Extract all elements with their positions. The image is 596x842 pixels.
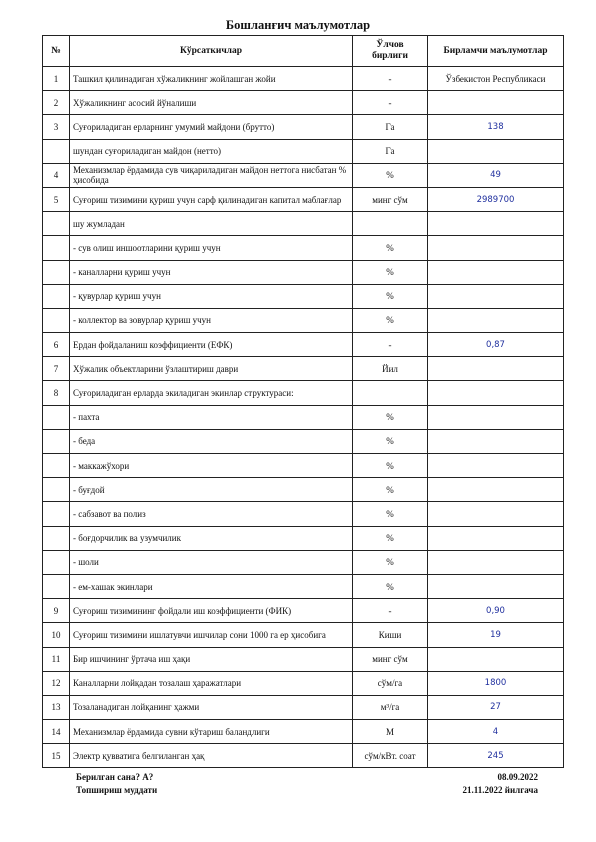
- row-unit: сўм/кВт. соат: [353, 744, 428, 768]
- row-unit: Га: [353, 115, 428, 139]
- table-row: [43, 308, 564, 332]
- row-value: [428, 91, 564, 115]
- row-unit: минг сўм: [353, 187, 428, 211]
- row-label: - пахта: [70, 405, 353, 429]
- row-number: 14: [43, 720, 70, 744]
- row-label: Суғориш тизимини қуриш учун сарф қилинадиган капитал маблағлар: [70, 187, 353, 211]
- table-row: [43, 260, 564, 284]
- row-unit: -: [353, 333, 428, 357]
- row-label: Тозаланадиган лойқанинг ҳажми: [70, 695, 353, 719]
- row-number: 5: [43, 187, 70, 211]
- row-number: 2: [43, 91, 70, 115]
- row-number: 9: [43, 599, 70, 623]
- row-value: 4: [428, 720, 564, 744]
- row-number: 4: [43, 163, 70, 187]
- given-label: Берилган сана? А?: [76, 772, 154, 782]
- table-row: [43, 671, 564, 695]
- table-row: [43, 502, 564, 526]
- row-unit: %: [353, 502, 428, 526]
- row-unit: минг сўм: [353, 647, 428, 671]
- page-title: Бошланғич маълумотлар: [225, 18, 371, 32]
- row-value: [428, 308, 564, 332]
- table-row: [43, 550, 564, 574]
- row-label: Ердан фойдаланиш коэффициенти (ЕФК): [70, 333, 353, 357]
- row-number: 10: [43, 623, 70, 647]
- row-value: 0,90: [428, 599, 564, 623]
- row-unit: %: [353, 526, 428, 550]
- row-unit: Киши: [353, 623, 428, 647]
- table-row: [43, 478, 564, 502]
- row-label: - шоли: [70, 550, 353, 574]
- row-number: [43, 454, 70, 478]
- row-label: Хўжалик объектларини ўзлаштириш даври: [70, 357, 353, 381]
- table-row: [43, 599, 564, 623]
- row-number: [43, 260, 70, 284]
- table-row: [43, 526, 564, 550]
- row-value: 245: [428, 744, 564, 768]
- row-value: [428, 260, 564, 284]
- row-label: Ташкил қилинадиган хўжаликнинг жойлашган жойи: [70, 67, 353, 91]
- row-unit: [353, 212, 428, 236]
- row-unit: Йил: [353, 357, 428, 381]
- row-label: Хўжаликнинг асосий йўналиши: [70, 91, 353, 115]
- row-number: 3: [43, 115, 70, 139]
- initial-data-table: [42, 35, 564, 768]
- row-number: [43, 574, 70, 598]
- row-number: 12: [43, 671, 70, 695]
- row-unit: %: [353, 478, 428, 502]
- header-unit: Ўлчов бирлиги: [353, 36, 428, 67]
- row-number: [43, 405, 70, 429]
- row-unit: м³/га: [353, 695, 428, 719]
- table-row: [43, 647, 564, 671]
- header-indicator: Кўрсаткичлар: [70, 36, 353, 67]
- table-row: [43, 212, 564, 236]
- row-number: [43, 502, 70, 526]
- row-value: [428, 405, 564, 429]
- row-number: 6: [43, 333, 70, 357]
- deadline-label: Топшириш муддати: [76, 785, 158, 795]
- header-num: №: [43, 36, 70, 67]
- table-row: [43, 333, 564, 357]
- row-number: 11: [43, 647, 70, 671]
- table-row: [43, 163, 564, 187]
- row-label: Механизмлар ёрдамида сув чиқариладиган майдон неттога нисбатан % ҳисобида: [70, 163, 353, 187]
- row-number: 7: [43, 357, 70, 381]
- row-number: [43, 236, 70, 260]
- row-unit: М: [353, 720, 428, 744]
- row-value: [428, 526, 564, 550]
- table-row: [43, 236, 564, 260]
- row-label: шу жумладан: [70, 212, 353, 236]
- row-number: 13: [43, 695, 70, 719]
- row-label: - коллектор ва зовурлар қуриш учун: [70, 308, 353, 332]
- row-unit: сўм/га: [353, 671, 428, 695]
- row-unit: %: [353, 163, 428, 187]
- row-unit: [353, 381, 428, 405]
- row-unit: %: [353, 454, 428, 478]
- deadline-date: 21.11.2022 йилгача: [462, 785, 538, 795]
- row-label: - сабзавот ва полиз: [70, 502, 353, 526]
- row-value: [428, 429, 564, 453]
- table-row: [43, 623, 564, 647]
- table-row: [43, 429, 564, 453]
- row-unit: %: [353, 284, 428, 308]
- table-row: [43, 91, 564, 115]
- row-number: [43, 284, 70, 308]
- row-value: 27: [428, 695, 564, 719]
- row-unit: %: [353, 260, 428, 284]
- table-row: [43, 744, 564, 768]
- row-value: [428, 478, 564, 502]
- row-label: Суғориш тизимининг фойдали иш коэффициенти (ФИК): [70, 599, 353, 623]
- row-number: [43, 478, 70, 502]
- row-label: шундан суғориладиган майдон (нетто): [70, 139, 353, 163]
- row-label: Суғориладиган ерларда экиладиган экинлар структураси:: [70, 381, 353, 405]
- row-label: Каналларни лойқадан тозалаш ҳаражатлари: [70, 671, 353, 695]
- table-row: [43, 454, 564, 478]
- table-row: [43, 357, 564, 381]
- table-row: [43, 720, 564, 744]
- row-value: [428, 236, 564, 260]
- row-number: [43, 429, 70, 453]
- row-number: 15: [43, 744, 70, 768]
- row-number: [43, 212, 70, 236]
- row-value: [428, 574, 564, 598]
- row-label: - беда: [70, 429, 353, 453]
- table-row: [43, 695, 564, 719]
- table-body: [43, 67, 564, 768]
- given-date: 08.09.2022: [497, 772, 538, 782]
- row-number: 1: [43, 67, 70, 91]
- row-unit: %: [353, 550, 428, 574]
- row-label: - каналларни қуриш учун: [70, 260, 353, 284]
- table-row: [43, 139, 564, 163]
- row-label: - буғдой: [70, 478, 353, 502]
- table-row: [43, 115, 564, 139]
- row-unit: %: [353, 574, 428, 598]
- row-value: Ўзбекистон Республикаси: [428, 67, 564, 91]
- row-value: [428, 454, 564, 478]
- row-number: [43, 526, 70, 550]
- row-value: 49: [428, 163, 564, 187]
- row-label: - сув олиш иншоотларини қуриш учун: [70, 236, 353, 260]
- row-label: Электр қувватига белгиланган ҳақ: [70, 744, 353, 768]
- row-unit: -: [353, 599, 428, 623]
- row-number: [43, 139, 70, 163]
- row-label: - ем-хашак экинлари: [70, 574, 353, 598]
- row-value: 138: [428, 115, 564, 139]
- row-value: 1800: [428, 671, 564, 695]
- row-label: - маккажўхори: [70, 454, 353, 478]
- row-number: [43, 550, 70, 574]
- row-value: [428, 139, 564, 163]
- row-value: [428, 647, 564, 671]
- row-label: - боғдорчилик ва узумчилик: [70, 526, 353, 550]
- table-header-row: [43, 36, 564, 67]
- row-value: [428, 502, 564, 526]
- row-label: Суғориладиган ерларнинг умумий майдони (брутто): [70, 115, 353, 139]
- table-row: [43, 574, 564, 598]
- row-label: - қувурлар қуриш учун: [70, 284, 353, 308]
- table-row: [43, 381, 564, 405]
- row-unit: %: [353, 236, 428, 260]
- row-number: [43, 308, 70, 332]
- row-unit: %: [353, 405, 428, 429]
- row-unit: %: [353, 308, 428, 332]
- table-row: [43, 67, 564, 91]
- row-label: Бир ишчининг ўртача иш ҳақи: [70, 647, 353, 671]
- row-number: 8: [43, 381, 70, 405]
- row-label: Механизмлар ёрдамида сувни кўтариш баландлиги: [70, 720, 353, 744]
- row-unit: Га: [353, 139, 428, 163]
- row-value: [428, 381, 564, 405]
- row-value: [428, 357, 564, 381]
- table-row: [43, 187, 564, 211]
- row-unit: -: [353, 91, 428, 115]
- row-value: 0,87: [428, 333, 564, 357]
- row-value: [428, 284, 564, 308]
- row-unit: %: [353, 429, 428, 453]
- table-row: [43, 284, 564, 308]
- row-value: [428, 212, 564, 236]
- header-value: Бирламчи маълумотлар: [428, 36, 564, 67]
- row-label: Суғориш тизимини ишлатувчи ишчилар сони 1000 га ер ҳисобига: [70, 623, 353, 647]
- row-value: 2989700: [428, 187, 564, 211]
- row-value: 19: [428, 623, 564, 647]
- table-row: [43, 405, 564, 429]
- row-unit: -: [353, 67, 428, 91]
- row-value: [428, 550, 564, 574]
